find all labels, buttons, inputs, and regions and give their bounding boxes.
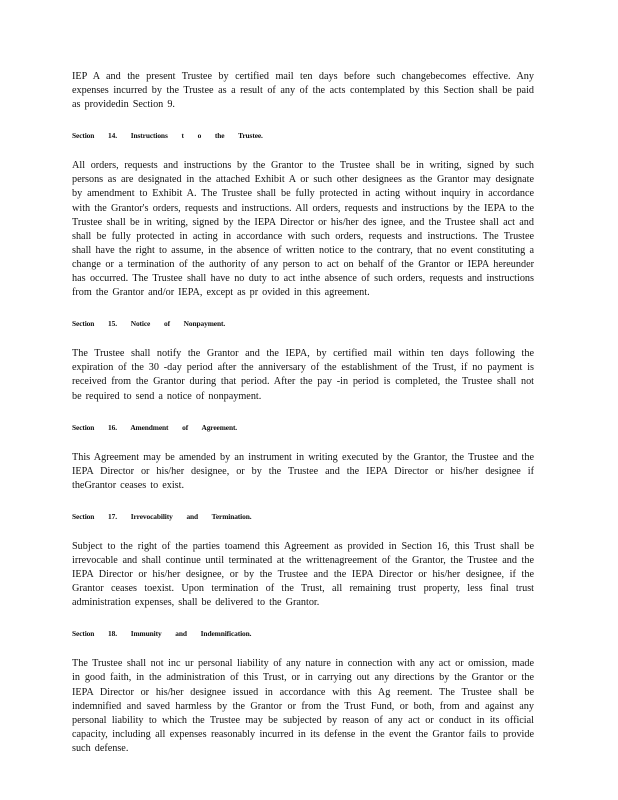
document-page (72, 70, 534, 756)
section-18 (72, 629, 534, 756)
section-14 (72, 131, 534, 300)
section-heading: Section 15. Notice of Nonpayment. (72, 319, 226, 329)
section-heading: Section 18. Immunity and Indemnification. (72, 629, 252, 639)
section-17 (72, 512, 534, 610)
section-body: All orders, requests and instructions by the Grantor to the Trustee shall be in writing, signed by such persons as are designated in the attached Exhibit A or such other designees as the Grantor may designate by amendment to Exhibit A. The Trustee shall be fully protected in acting without inquiry in accordance with the Grantor's orders, requests and instructions. All orders, requests and instructions by the IEPA to the Trustee shall be in writing, signed by the IEPA Director or his/her des ignee, and the Trustee shall act and shall be fully protected in acting in accordance with such orders, requests and instructions. The Trustee shall have the right to assume, in the absence of written notice to the contrary, that no event constituting a change or a termination of the authority of any person to act on behalf of the Grantor or IEPA hereunder has occurred. The Trustee shall have no duty to act inthe absence of such orders, requests and instructions from the Grantor and/or IEPA, except as pr ovided in this agreement. (72, 160, 534, 299)
section-body: Subject to the right of the parties toamend this Agreement as provided in Section 16, this Trust shall be irrevocable and shall continue until terminated at the writtenagreement of the Grantor, the Trustee and the IEPA Director or his/her designee, or by the Trustee and the IEPA Director or his/her designee, if the Grantor ceases toexist. Upon termination of the Trust, all remaining trust property, less final trust administration expenses, shall be delivered to the Grantor. (72, 540, 534, 609)
section-heading: Section 16. Amendment of Agreement. (72, 422, 238, 432)
section-heading: Section 14. Instructions t o the Trustee. (72, 131, 263, 141)
section-heading: Section 17. Irrevocability and Termination. (72, 511, 252, 521)
section-16 (72, 423, 534, 493)
intro-paragraph: IEP A and the present Trustee by certified mail ten days before such changebecomes effective. Any expenses incurred by the Trustee as a result of any of the acts contemplated by this Section shall be paid as providedin Section 9. (72, 71, 534, 111)
section-body: The Trustee shall notify the Grantor and the IEPA, by certified mail within ten days following the expiration of the 30 -day period after the anniversary of the establishment of the Trust, if no payment is received from the Grantor during that period. After the pay -in period is completed, the Trustee shall not be required to send a notice of nonpayment. (72, 348, 534, 402)
section-15 (72, 319, 534, 403)
section-body: This Agreement may be amended by an instrument in writing executed by the Grantor, the Trustee and the IEPA Director or his/her designee, or by the Trustee and the IEPA Director or his/her designee if theGrantor ceases to exist. (72, 451, 534, 491)
section-body: The Trustee shall not inc ur personal liability of any nature in connection with any act or omission, made in good faith, in the administration of this Trust, or in carrying out any directions by the Grantor or the IEPA Director or his/her designee issued in accordance with this Ag reement. The Trustee shall be indemnified and saved harmless by the Grantor or from the Trust Fund, or both, from and against any personal liability to which the Trustee may be subjected by reason of any act or conduct in its official capacity, including all expenses reasonably incurred in its defense in the event the Grantor fails to provide such defense. (72, 658, 534, 754)
